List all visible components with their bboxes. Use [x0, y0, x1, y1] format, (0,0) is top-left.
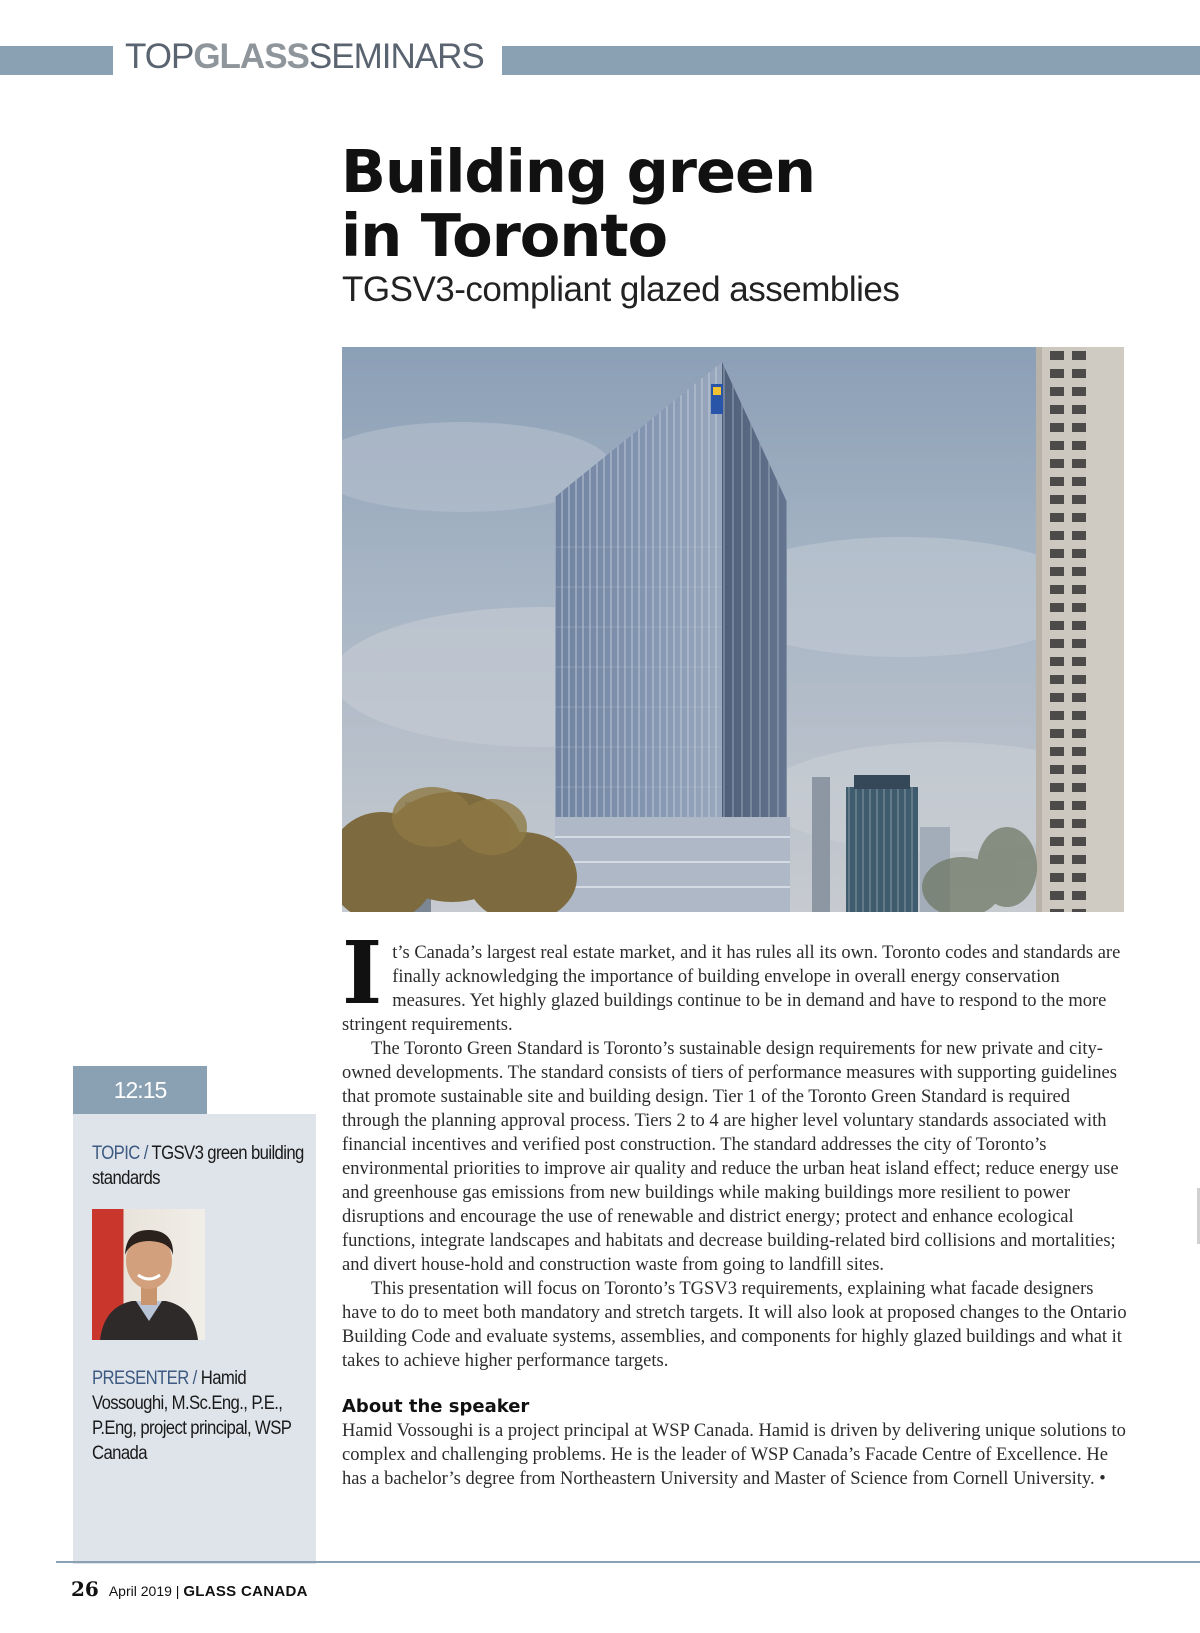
- article-body: [342, 923, 1128, 1491]
- building-photo: [342, 347, 1124, 912]
- seminar-sidebar: [73, 1114, 316, 1564]
- session-time: 12:15: [73, 1066, 207, 1114]
- section-title-top: TOP: [125, 37, 194, 76]
- section-title-seminars: SEMINARS: [308, 37, 484, 76]
- presenter-text: Hamid Vossoughi, M.Sc.Eng., P.E., P.Eng, project principal, WSP Canada: [92, 1368, 291, 1464]
- footer-rule: [56, 1561, 1200, 1563]
- paragraph-3: This presentation will focus on Toronto’s TGSV3 requirements, explaining what facade designers have to do to meet both mandatory and stretch targets. It will also look at proposed changes to the Ontario Building Code and evaluate systems, assemblies, and components for highly glazed buildings and what it takes to achieve higher performance targets.: [342, 1279, 1127, 1371]
- section-title: [125, 36, 484, 78]
- paragraph-2: The Toronto Green Standard is Toronto’s sustainable design requirements for new private and city-owned developments. The standard consists of tiers of performance measures with supporting guidelines that promote sustainable site and building design. Tier 1 of the Toronto Green Standard is required through the planning approval process. Tiers 2 to 4 are higher level voluntary standards associated with financial incentives and verified post construction. The standard addresses the city of Toronto’s environmental priorities to improve air quality and reduce the urban heat island effect; reduce energy use and greenhouse gas emissions from new buildings while making buildings more resilient to power disruptions and encourage the use of renewable and district energy; protect and enhance ecological functions, integrate landscapes and habitats and decrease building-related bird collisions and mortalities; and divert house-hold and construction waste from going to landfill sites.: [342, 1039, 1119, 1275]
- page-number: 26: [71, 1577, 99, 1601]
- topic-text: TGSV3 green building standards: [92, 1143, 304, 1189]
- about-speaker-heading: About the speaker: [342, 1396, 530, 1417]
- presenter-label: PRESENTER /: [92, 1368, 197, 1389]
- topic-block: [92, 1141, 307, 1191]
- article-subtitle: TGSV3-compliant glazed assemblies: [342, 270, 900, 309]
- article-title-line1: Building green: [341, 137, 816, 206]
- page-footer: [71, 1577, 308, 1601]
- portrait-illustration: [92, 1209, 205, 1340]
- presenter-block: [92, 1366, 307, 1466]
- magazine-name: GLASS CANADA: [183, 1583, 308, 1600]
- header-band-left: [0, 46, 113, 75]
- article-title: [341, 137, 1141, 270]
- issue-date: April 2019 |: [108, 1583, 180, 1599]
- topic-label: TOPIC /: [92, 1143, 148, 1164]
- article-title-line2: in Toronto: [341, 201, 668, 270]
- header-band-right: [502, 46, 1200, 75]
- drop-cap: I: [342, 923, 383, 1024]
- presenter-portrait: [92, 1209, 205, 1340]
- paragraph-1-text: t’s Canada’s largest real estate market, and it has rules all its own. Toronto codes and standards are finally acknowledging the importance of building envelope in overall energy conservation measures. Yet highly glazed buildings continue to be in demand and have to respond to the more stringent requirements.: [342, 943, 1121, 1035]
- section-title-glass: GLASS: [193, 37, 309, 76]
- building-photo-illustration: [342, 347, 1124, 912]
- paragraph-1: [342, 923, 1128, 1037]
- about-speaker-text: Hamid Vossoughi is a project principal at WSP Canada. Hamid is driven by delivering unique solutions to complex and challenging problems. He is the leader of WSP Canada’s Facade Centre of Excellence. He has a bachelor’s degree from Northeastern University and Master of Science from Cornell University. •: [342, 1421, 1126, 1489]
